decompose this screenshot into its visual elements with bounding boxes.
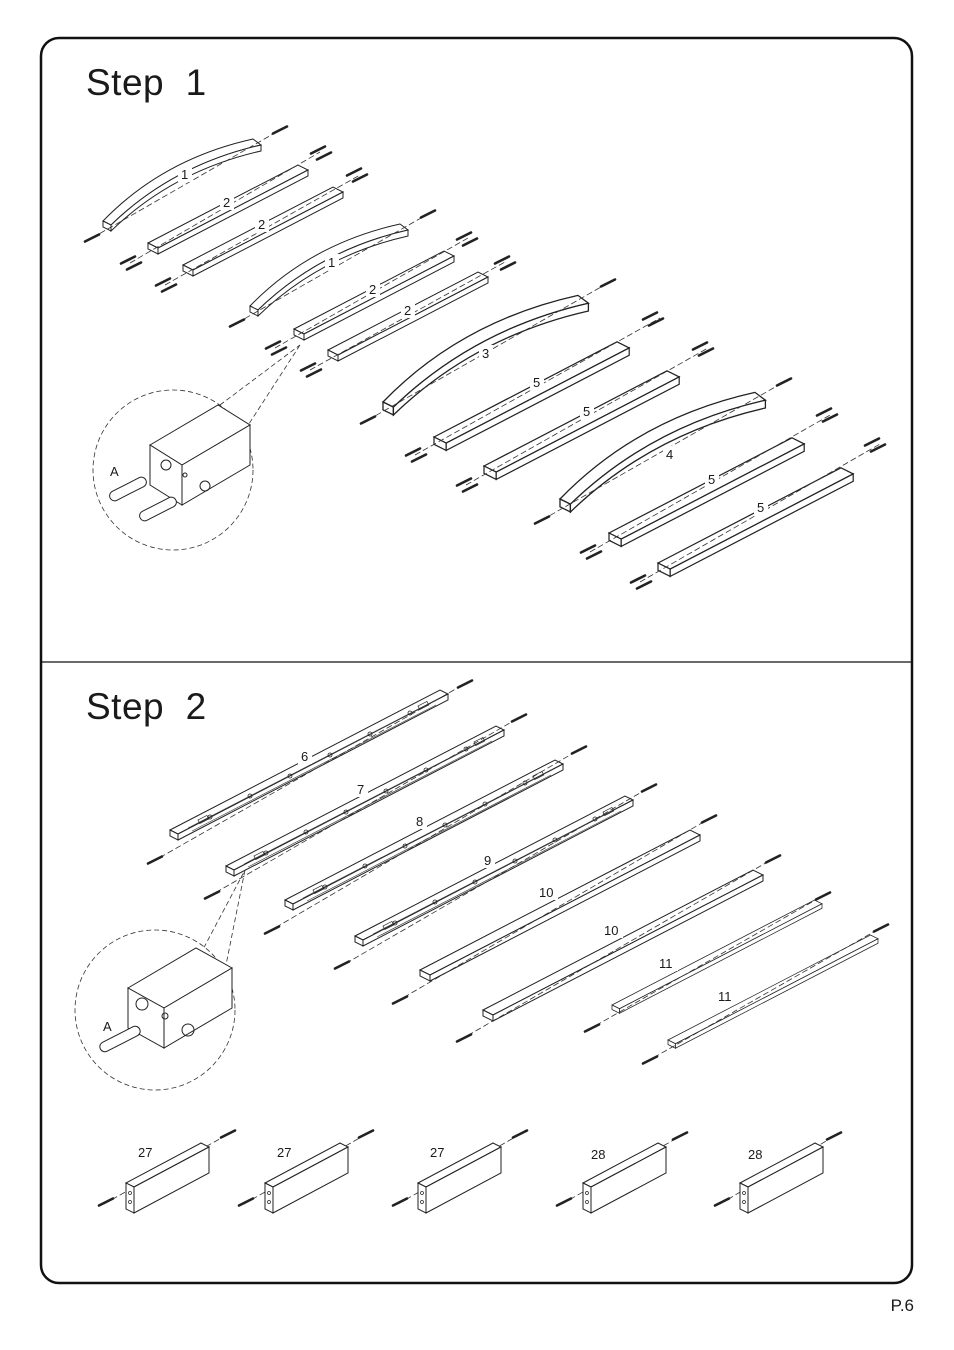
page-number: P.6	[890, 1296, 914, 1315]
part-label: 5	[583, 404, 591, 419]
part-7-rail	[226, 726, 504, 876]
outer-frame	[41, 38, 912, 1283]
block-label: 27	[138, 1145, 153, 1160]
block-label: 28	[591, 1147, 606, 1162]
part-label: 2	[223, 195, 231, 210]
part-label: 9	[484, 853, 492, 868]
block-label: 28	[748, 1147, 763, 1162]
part-11-slat	[668, 935, 878, 1048]
part-6-rail	[170, 690, 448, 840]
part-label: 4	[666, 447, 674, 462]
step2-diagram	[75, 681, 888, 1214]
part-label: 3	[482, 346, 490, 361]
step2-callout	[75, 870, 245, 1090]
part-label: 7	[357, 782, 365, 797]
step1-callout	[93, 345, 300, 550]
part-label: 5	[708, 472, 716, 487]
part-label: 1	[328, 255, 336, 270]
part-label: 2	[404, 303, 412, 318]
part-9-rail	[355, 796, 633, 946]
part-label: 6	[301, 749, 309, 764]
dowel-label-a: A	[103, 1019, 112, 1034]
part-label: 11	[659, 956, 673, 971]
part-5-slat	[484, 371, 679, 480]
dowel-label-a: A	[110, 464, 119, 479]
block-label: 27	[277, 1145, 292, 1160]
step1-diagram	[85, 127, 885, 589]
part-5-slat	[658, 468, 853, 577]
part-label: 1	[181, 167, 189, 182]
part-label: 8	[416, 814, 424, 829]
step2-title: Step 2	[86, 686, 207, 727]
part-label: 10	[604, 923, 619, 938]
part-1-panel	[103, 139, 261, 231]
part-8-rail	[285, 760, 563, 910]
part-label: 5	[533, 375, 541, 390]
part-label: 2	[258, 217, 266, 232]
part-label: 10	[539, 885, 554, 900]
block-parts	[99, 1131, 841, 1214]
block-label: 27	[430, 1145, 445, 1160]
part-label: 5	[757, 500, 765, 515]
part-label: 11	[718, 989, 732, 1004]
part-label: 2	[369, 282, 377, 297]
step1-title: Step 1	[86, 62, 207, 103]
